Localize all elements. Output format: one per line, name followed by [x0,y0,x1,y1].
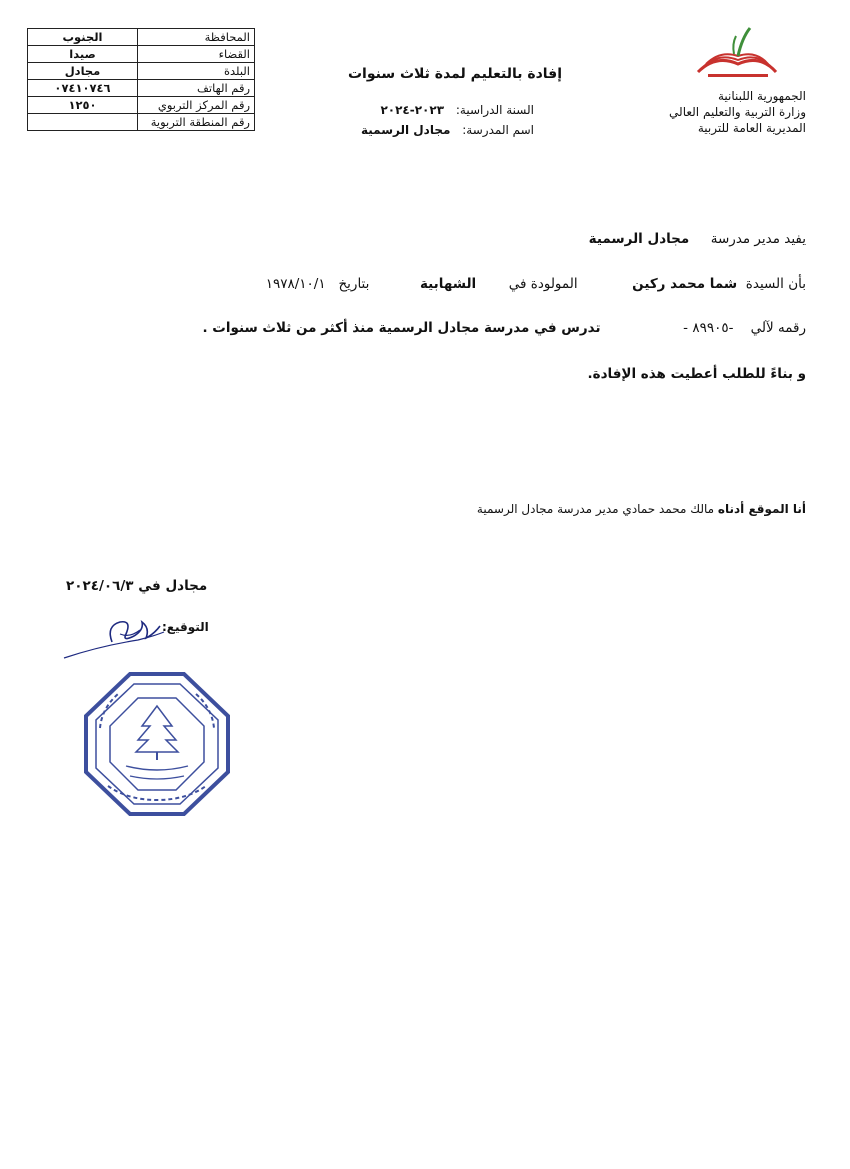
directorate-label: المديرية العامة للتربية [697,121,806,135]
birth-place: الشهابية [419,276,477,292]
official-stamp [78,668,236,820]
info-label: رقم الهاتف [138,80,255,97]
year-value: ٢٠٢٣-٢٠٢٤ [380,103,445,117]
school-name-bold: مجادل الرسمية [588,231,690,247]
info-value: ١٢٥٠ [28,97,138,114]
info-value: صيدا [28,46,138,63]
ministry-logo [694,24,780,80]
school-name [361,123,534,137]
info-row [28,63,255,80]
body-line-3: رقمه لآلي -٨٩٩٠٥ - تدرس في مدرسة مجادل الرسمية منذ أكثر من ثلاث سنوات . [202,320,806,336]
body-line-1: يفيد مدير مدرسة مجادل الرسمية [588,231,806,247]
body-line-2: بأن السيدة شما محمد ركين المولودة في الشهابية بتاريخ ١٩٧٨/١٠/١ [265,276,806,292]
place-date: مجادل في ٢٠٢٤/٠٦/٣ [66,578,208,594]
info-value: الجنوب [28,29,138,46]
school-label: اسم المدرسة: [462,123,534,137]
info-value: ٠٧٤١٠٧٤٦ [28,80,138,97]
academic-year [380,103,534,117]
teaching-statement: تدرس في مدرسة مجادل الرسمية منذ أكثر من ثلاث سنوات . [202,320,601,336]
year-label: السنة الدراسية: [455,103,534,117]
info-row [28,29,255,46]
signatory-line: أنا الموقع أدناه مالك محمد حمادي مدير مدرسة مجادل الرسمية [476,502,806,516]
info-row [28,97,255,114]
info-value: مجادل [28,63,138,80]
handwritten-signature [60,612,170,662]
info-row [28,114,255,131]
page-title: إفادة بالتعليم لمدة ثلاث سنوات [347,66,563,82]
info-row [28,80,255,97]
school-value: مجادل الرسمية [360,123,451,137]
info-label: رقم المنطقة التربوية [138,114,255,131]
info-label: رقم المركز التربوي [138,97,255,114]
info-value [28,114,138,131]
ministry-block [669,88,806,136]
body-line-4: و بناءً للطلب أعطيت هذه الإفادة. [587,366,806,382]
info-label: القضاء [138,46,255,63]
birth-date: ١٩٧٨/١٠/١ [265,276,326,292]
ministry-label: وزارة التربية والتعليم العالي [669,105,806,119]
person-name: شما محمد ركين [632,276,738,292]
info-row [28,46,255,63]
info-label: البلدة [138,63,255,80]
signature-label: التوقيع: [162,620,209,634]
republic-label: الجمهورية اللبنانية [717,89,806,103]
employee-number: -٨٩٩٠٥ - [683,320,734,336]
school-info-table [27,28,255,131]
info-label: المحافظة [138,29,255,46]
